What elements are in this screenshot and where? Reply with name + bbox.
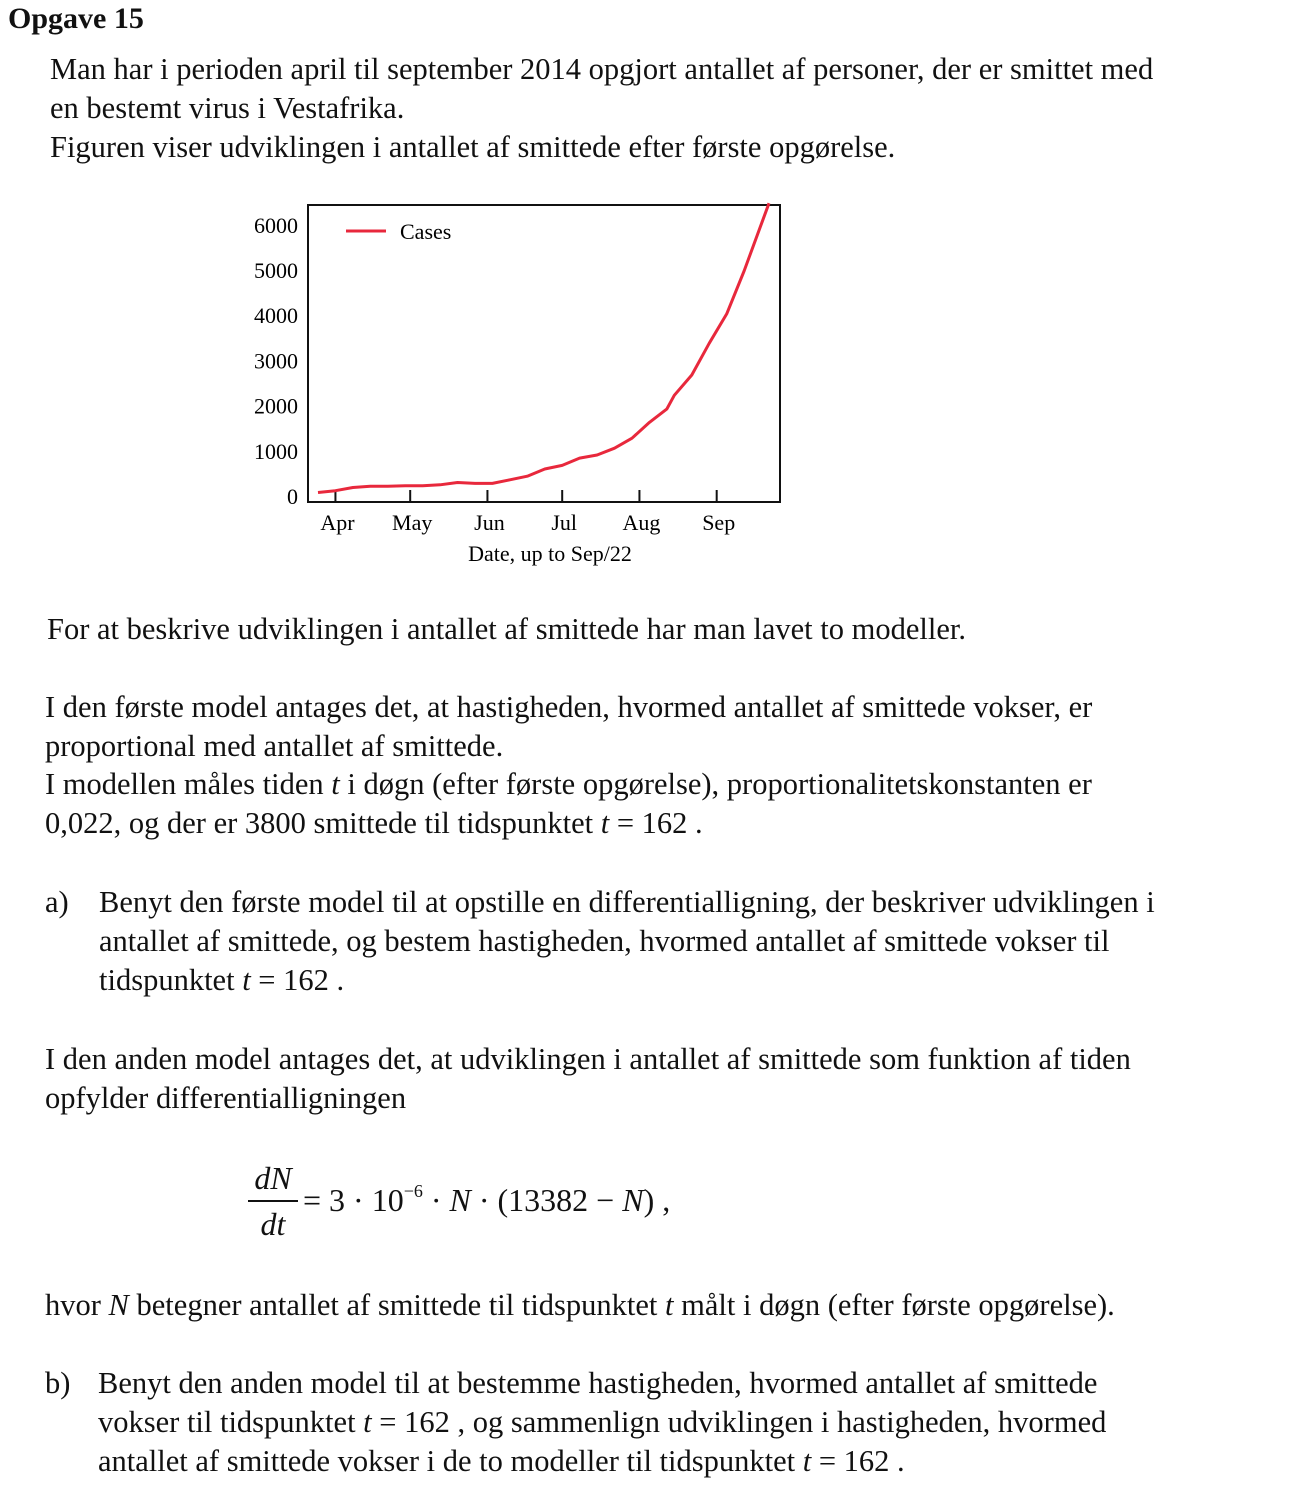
task-title: Opgave 15 bbox=[8, 2, 144, 35]
model2-line-2: opfylder differentialligningen bbox=[45, 1081, 407, 1115]
differential-equation bbox=[245, 1160, 745, 1250]
intro-line-3: Figuren viser udviklingen i antallet af smittede efter første opgørelse. bbox=[50, 130, 896, 164]
x-tick-label: Jul bbox=[551, 510, 578, 535]
y-tick-label: 3000 bbox=[254, 348, 298, 374]
question-a-label: a) bbox=[45, 885, 69, 919]
x-tick-label: Apr bbox=[320, 510, 355, 535]
fraction-denominator: dt bbox=[260, 1206, 286, 1242]
model1-line-4: 0,022, og der er 3800 smittede til tidspunktet t = 162 . bbox=[45, 806, 703, 840]
x-axis-label: Date, up to Sep/22 bbox=[468, 541, 632, 566]
intro-line-1: Man har i perioden april til september 2014 opgjort antallet af personer, der er smittet med bbox=[50, 52, 1154, 86]
model2-line-1: I den anden model antages det, at udviklingen i antallet af smittede som funktion af tiden bbox=[45, 1042, 1131, 1076]
x-tick-label: Sep bbox=[702, 510, 736, 535]
cases-chart-svg bbox=[240, 195, 800, 575]
plot-frame bbox=[308, 205, 780, 502]
x-tick-label: Jun bbox=[474, 510, 505, 535]
cases-series-line bbox=[318, 203, 769, 492]
model1-line-3: I modellen måles tiden t i døgn (efter første opgørelse), proportionalitetskonstanten er bbox=[45, 767, 1092, 801]
question-b-line-2: vokser til tidspunktet t = 162 , og sammenlign udviklingen i hastigheden, hvormed bbox=[98, 1405, 1107, 1439]
x-tick-label: May bbox=[392, 510, 433, 535]
x-tick-label: Aug bbox=[622, 510, 661, 535]
legend-label: Cases bbox=[400, 219, 452, 244]
intro-line-2: en bestemt virus i Vestafrika. bbox=[50, 91, 405, 125]
equation-right-side: = $3 \cdot 10^{-6} \cdot N \cdot (13382 - N)$ , bbox=[303, 1181, 671, 1218]
y-tick-label: 1000 bbox=[254, 438, 298, 464]
question-b-label: b) bbox=[45, 1366, 71, 1400]
y-tick-label: 6000 bbox=[254, 212, 298, 238]
question-b-line-3: antallet af smittede vokser i de to modeller til tidspunktet t = 162 . bbox=[98, 1444, 905, 1478]
y-tick-label: 5000 bbox=[254, 258, 298, 283]
fraction-bar bbox=[248, 1200, 298, 1202]
where-line: hvor N betegner antallet af smittede til tidspunktet t målt i døgn (efter første opgørelse). bbox=[45, 1288, 1115, 1322]
y-tick-label: 0 bbox=[287, 484, 298, 509]
cases-chart bbox=[240, 195, 800, 575]
y-tick-label: 4000 bbox=[254, 303, 298, 329]
question-a-line-1: Benyt den første model til at opstille en differentialligning, der beskriver udviklingen i bbox=[99, 885, 1155, 919]
model1-line-1: I den første model antages det, at hastigheden, hvormed antallet af smittede vokser, er bbox=[45, 690, 1093, 724]
model1-line-2: proportional med antallet af smittede. bbox=[45, 729, 504, 763]
fraction-numerator: dN bbox=[254, 1160, 292, 1196]
question-b-line-1: Benyt den anden model til at bestemme hastigheden, hvormed antallet af smittede bbox=[98, 1366, 1098, 1400]
models-intro: For at beskrive udviklingen i antallet af smittede har man lavet to modeller. bbox=[47, 612, 966, 646]
y-tick-label: 2000 bbox=[254, 393, 298, 419]
question-a-line-2: antallet af smittede, og bestem hastigheden, hvormed antallet af smittede vokser til bbox=[99, 924, 1110, 958]
question-a-line-3: tidspunktet t = 162 . bbox=[99, 963, 345, 997]
